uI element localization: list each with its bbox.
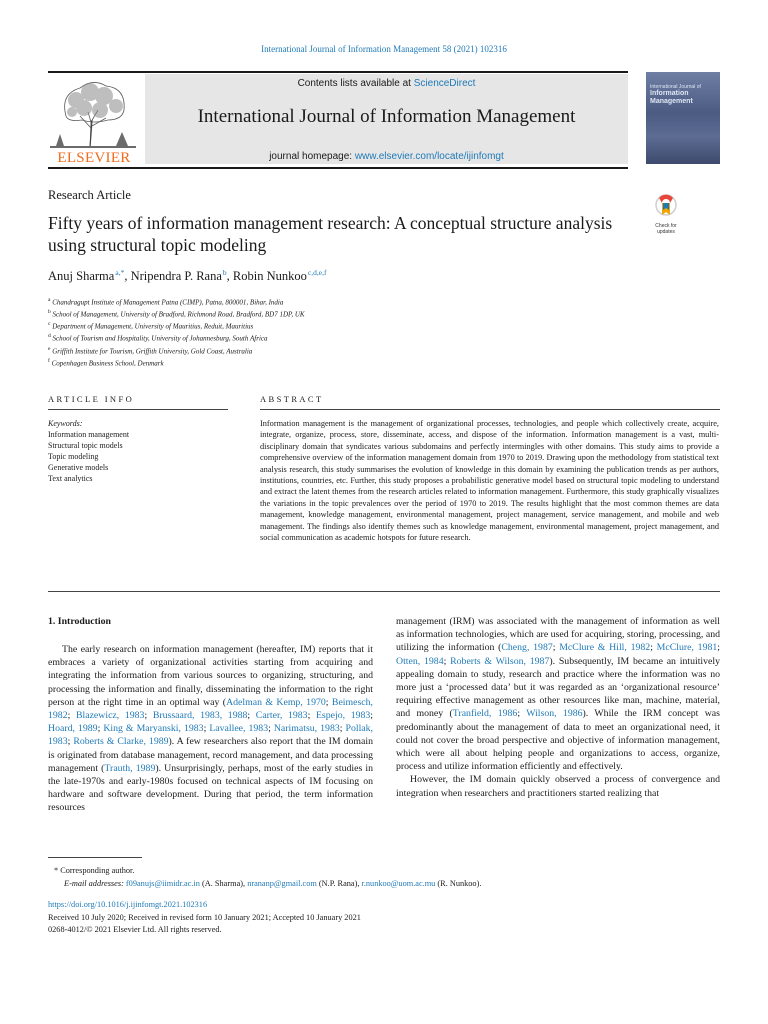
affiliation-text: School of Tourism and Hospitality, University of Johannesburg, South Africa [52, 334, 268, 343]
copyright-notice: 0268-4012/© 2021 Elsevier Ltd. All rights reserved. [48, 925, 222, 934]
contents-availability [145, 78, 628, 89]
email-owner: (R. Nunkoo). [437, 879, 482, 888]
citation-link[interactable]: Cheng, 1987 [501, 642, 553, 654]
affiliation-item [48, 345, 648, 357]
citation-link[interactable]: Blazewicz, 1983 [75, 710, 145, 722]
tree-logo-icon [46, 76, 140, 150]
email-owner: (N.P. Rana), [318, 879, 360, 888]
cover-line: Information [650, 90, 689, 97]
footnote-rule [48, 857, 142, 858]
journal-cover-title [650, 84, 716, 106]
citation-link[interactable]: Otten, 1984 [396, 655, 444, 667]
author-name[interactable]: Anuj Sharma [48, 269, 115, 283]
author-affiliation-marker[interactable]: b [222, 268, 227, 277]
cover-line: International Journal of [650, 84, 701, 90]
author-name[interactable]: Nripendra P. Rana [130, 269, 222, 283]
citation-link[interactable]: Carter, 1983 [255, 710, 308, 722]
citation-link[interactable]: Roberts & Clarke, 1989 [73, 736, 169, 748]
author-list: Anuj Sharma $^{a,*}$, Nripendra P. Rana $^b$, Robin Nunkoo $^{c,d,e,f}$ [48, 268, 327, 283]
citation-link[interactable]: Hoard, 1989 [48, 723, 98, 735]
keyword-item: Structural topic models [48, 441, 123, 450]
citation-link[interactable]: Espejo, 1983 [315, 710, 371, 722]
masthead-top-rule [48, 71, 628, 73]
citation-link[interactable]: Adelman & Kemp, 1970 [226, 696, 326, 708]
citation-link[interactable]: King & Maryanski, 1983 [103, 723, 204, 735]
email-label: E-mail addresses: [64, 879, 124, 888]
journal-title: International Journal of Information Management [197, 106, 576, 127]
contents-prefix: Contents lists available at [297, 78, 414, 89]
affiliation-key: a [48, 297, 51, 303]
sciencedirect-link[interactable]: ScienceDirect [413, 78, 476, 89]
homepage-prefix: journal homepage: [269, 151, 355, 162]
journal-homepage [145, 151, 628, 162]
intro-right-column [396, 615, 720, 800]
abstract-bottom-rule [48, 591, 720, 592]
check-for-updates-badge[interactable] [646, 193, 686, 233]
cover-line: Management [650, 98, 693, 105]
article-type: Research Article [48, 188, 131, 202]
author-affiliation-marker[interactable]: a,* [115, 268, 125, 277]
citation-link[interactable]: Wilson, 1986 [526, 708, 583, 720]
badge-line: Check for [655, 223, 677, 229]
citation-link[interactable]: Trauth, 1989 [104, 762, 156, 774]
keyword-item: Topic modeling [48, 452, 99, 461]
email-owner: (A. Sharma), [202, 879, 246, 888]
article-info-rule [48, 409, 228, 410]
keywords-label: Keywords: [48, 419, 83, 428]
received-dates: Received 10 July 2020; Received in revised form 10 January 2021; Accepted 10 January 2021 [48, 913, 361, 922]
journal-reference[interactable]: International Journal of Information Management 58 (2021) 102316 [261, 44, 507, 54]
article-info-heading: ARTICLE INFO [48, 394, 135, 404]
badge-line: updates [657, 228, 675, 235]
elsevier-wordmark: ELSEVIER [57, 150, 131, 166]
author-name[interactable]: Robin Nunkoo [232, 269, 307, 283]
affiliation-text: Copenhagen Business School, Denmark [51, 358, 164, 367]
affiliation-item [48, 357, 648, 369]
citation-link[interactable]: McClure, 1981 [656, 642, 718, 654]
affiliation-key: f [48, 357, 50, 364]
citation-link[interactable]: Tranfield, 1986 [452, 708, 518, 720]
email-link[interactable]: f09anujs@iimidr.ac.in [125, 879, 200, 888]
badge-label [646, 224, 686, 235]
citation-link[interactable]: Lavallee, 1983 [209, 723, 269, 735]
email-link[interactable]: r.nunkoo@uom.ac.mu [361, 879, 436, 888]
citation-link[interactable]: Roberts & Wilson, 1987 [450, 655, 550, 667]
affiliation-text: School of Management, University of Bradford, Richmond Road, Bradford, BD7 1DP, UK [52, 310, 305, 319]
affiliation-text: Griffith Institute for Tourism, Griffith University, Gold Coast, Australia [52, 346, 253, 355]
affiliation-key: c [48, 321, 51, 328]
affiliation-item [48, 296, 648, 308]
abstract-heading: ABSTRACT [260, 394, 324, 404]
homepage-link[interactable]: www.elsevier.com/locate/ijinfomgt [354, 151, 504, 162]
affiliation-key: e [48, 345, 51, 352]
citation-link[interactable]: Pollak, 1983 [48, 723, 373, 748]
keyword-item: Generative models [48, 463, 109, 472]
affiliation-item [48, 320, 648, 332]
intro-left-column [48, 643, 373, 815]
affiliation-list [48, 296, 648, 369]
affiliation-item [48, 332, 648, 344]
abstract-rule [260, 409, 720, 410]
affiliation-item [48, 308, 648, 320]
masthead-bottom-rule [48, 167, 628, 169]
email-link[interactable]: nrananp@gmail.com [247, 879, 317, 888]
keywords-block [48, 418, 228, 484]
doi-link[interactable]: https://doi.org/10.1016/j.ijinfomgt.2021.102316 [48, 900, 208, 909]
keyword-item: Information management [48, 430, 130, 439]
keyword-item: Text analytics [48, 474, 93, 483]
crossmark-icon [646, 193, 686, 219]
citation-link[interactable]: Beimesch, 1982 [48, 696, 373, 722]
affiliation-key: d [48, 333, 51, 340]
citation-link[interactable]: McClure & Hill, 1982 [559, 642, 651, 654]
citation-link[interactable]: Brussaard, 1983, 1988 [152, 710, 248, 722]
affiliation-text: Department of Management, University of Mauritius, Reduit, Mauritius [52, 322, 254, 331]
affiliation-key: b [48, 309, 51, 316]
email-addresses [64, 878, 481, 889]
article-title: Fifty years of information management research: A conceptual structure analysis using structural topic modeling [48, 213, 613, 255]
author-affiliation-marker[interactable]: c,d,e,f [307, 268, 327, 277]
corresponding-author-note: * Corresponding author. [54, 866, 135, 875]
intro-paragraph: management (IRM) was associated with the management of information as well as information technologies, which are used for acquiring, storing, processing, and utilizing the information (Cheng, 1987; McClure & Hill, 1982; McClure, 1981; Otten, 1984; Roberts & Wilson, 1987). Subsequently, IM became an intuitively appealing domain to study, research and practice where the information was no more just a ‘processed data’ but it was regarded as an ‘organizational resource’ requiring effective management as other resources like man, machine, material, and money (Tranfield, 1986; Wilson, 1986). While the IRM concept was predominantly about the management of data to meet an organizational need, it could not cover the broad perspective and objective of information management, which were all about helping people and organizations to access, organize, process and utilize information efficiently and effectively. [396, 616, 721, 773]
intro-paragraph: However, the IM domain quickly observed a process of convergence and integration when researchers and practitioners started realizing that [396, 774, 720, 799]
introduction-heading: 1. Introduction [48, 616, 111, 627]
affiliation-text: Chandragupt Institute of Management Patna (CIMP), Patna, 800001, Bihar, India [52, 298, 284, 307]
abstract-text: Information management is the management of organizational processes, technologies, and people which collectively create, acquire, integrate, organize, process, store, disseminate, access, and dispose of the information. Information management is a vast, multi-disciplinary domain that syndicates various subdomains and perfectly intermingles with other domains. This study aims to provide a comprehensive overview of the information management domain from 1970 to 2019. Drawing upon the methodology from statistical text analysis research, this study summarises the evolution of knowledge in this domain by examining the publication trends as per authors, institutions, countries, etc. Further, this study proposes a probabilistic generative model based on structural topic modeling to understand and extract the latent themes from the research articles related to information management. Furthermore, this study graphically visualizes the variations in the topic prevalences over the period of 1970 to 2019. The results highlight that the most common themes are data management, knowledge management, environmental management, project management, service management, and mobile and web management. The findings also identify themes such as knowledge management, environmental management, project management, and social communication as academic hotspots for future research. [260, 419, 719, 543]
intro-paragraph: The early research on information management (hereafter, IM) reports that it embraces a variety of organizational activities starting from acquiring and integrating the information from various sources to organizing, structuring, and processing the information and finally, disseminating the information to the right person at the right time in an optimal way (Adelman & Kemp, 1970; Beimesch, 1982; Blazewicz, 1983; Brussaard, 1983, 1988; Carter, 1983; Espejo, 1983; Hoard, 1989; King & Maryanski, 1983; Lavallee, 1983; Narimatsu, 1983; Pollak, 1983; Roberts & Clarke, 1989). A few researchers also report that the IM domain is originated from database management, record management, and data processing management (Trauth, 1989). Unsurprisingly, perhaps, most of the early studies in the late-1970s and early-1980s focused on technical aspects of IM focusing on hardware and software development. During that period, the term information resources [48, 644, 374, 814]
citation-link[interactable]: Narimatsu, 1983 [273, 723, 340, 735]
